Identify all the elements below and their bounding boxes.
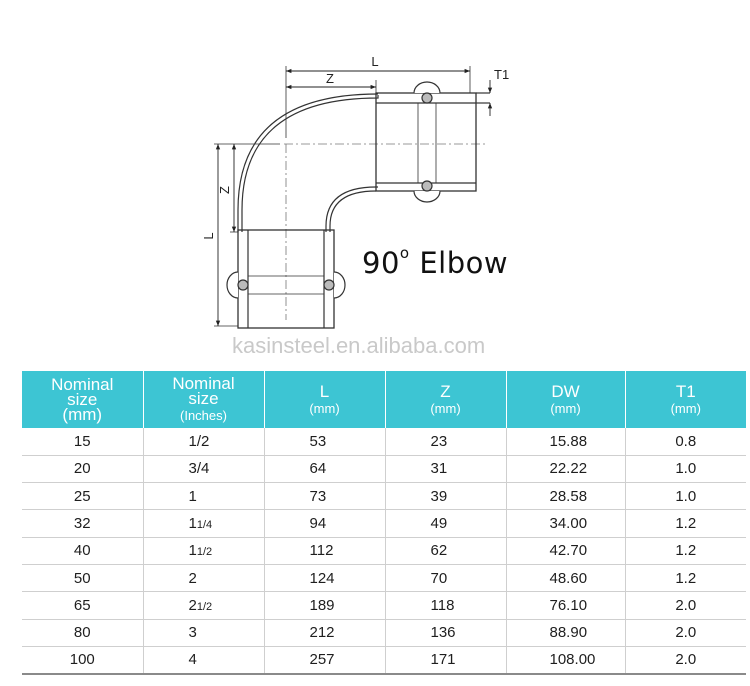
nominal-inches-cell: 4 — [143, 646, 264, 673]
L-cell: 189 — [264, 592, 385, 619]
Z-cell: 62 — [385, 537, 506, 564]
table-row — [22, 646, 746, 673]
header-nominal-inches: Nominal size (Inches) — [143, 371, 264, 428]
dim-label-L-top: L — [371, 54, 379, 69]
T1-cell: 1.0 — [625, 455, 746, 482]
table-row — [22, 483, 746, 510]
T1-cell: 1.2 — [625, 564, 746, 591]
nominal-mm-cell: 100 — [69, 651, 95, 669]
nominal-mm-cell: 40 — [73, 542, 91, 560]
watermark: kasinsteel.en.alibaba.com — [232, 333, 486, 358]
DW-cell: 42.70 — [506, 537, 625, 564]
nominal-mm-cell: 20 — [73, 460, 91, 478]
L-cell: 73 — [264, 483, 385, 510]
T1-cell: 1.2 — [625, 537, 746, 564]
DW-cell: 28.58 — [506, 483, 625, 510]
L-cell: 257 — [264, 646, 385, 673]
L-cell: 112 — [264, 537, 385, 564]
Z-cell: 39 — [385, 483, 506, 510]
L-cell: 53 — [264, 428, 385, 455]
nominal-inches-cell: 3 — [143, 619, 264, 646]
fraction-part: 1/4 — [196, 519, 213, 532]
nominal-inches-cell: 11/4 — [143, 510, 264, 537]
title-angle: 90 — [362, 246, 400, 280]
dim-label-T1: T1 — [494, 67, 510, 82]
fraction-part: 1/2 — [196, 600, 213, 613]
T1-cell: 1.2 — [625, 510, 746, 537]
dim-label-Z-top: Z — [326, 71, 334, 86]
title-text: Elbow — [419, 246, 509, 280]
nominal-mm-cell: 65 — [73, 596, 91, 614]
table-row — [22, 455, 746, 482]
DW-cell: 76.10 — [506, 592, 625, 619]
product-title — [362, 246, 508, 280]
table-row — [22, 619, 746, 646]
nominal-mm-cell: 25 — [73, 487, 91, 505]
header-nominal-mm: Nominal size (mm) — [51, 375, 114, 424]
Z-cell: 136 — [385, 619, 506, 646]
T1-cell: 2.0 — [625, 619, 746, 646]
nominal-inches-cell: 3/4 — [143, 455, 264, 482]
nominal-inches-cell: 1 — [143, 483, 264, 510]
nominal-inches-cell: 21/2 — [143, 592, 264, 619]
table-row — [22, 564, 746, 591]
fraction-part: 1/2 — [196, 546, 213, 559]
nominal-inches-cell: 11/2 — [143, 537, 264, 564]
table-row — [22, 510, 746, 537]
table-row — [22, 428, 746, 455]
T1-cell: 1.0 — [625, 483, 746, 510]
dim-label-Z-left: Z — [217, 186, 232, 194]
table-row — [22, 592, 746, 619]
DW-cell: 88.90 — [506, 619, 625, 646]
nominal-inches-cell: 2 — [143, 564, 264, 591]
DW-cell: 48.60 — [506, 564, 625, 591]
L-cell: 64 — [264, 455, 385, 482]
DW-cell: 34.00 — [506, 510, 625, 537]
L-cell: 212 — [264, 619, 385, 646]
DW-cell: 15.88 — [506, 428, 625, 455]
degree-symbol: o — [399, 244, 410, 263]
Z-cell: 23 — [385, 428, 506, 455]
nominal-mm-cell: 15 — [73, 432, 91, 450]
nominal-inches-cell: 1/2 — [143, 428, 264, 455]
dim-label-L-left: L — [201, 232, 216, 240]
nominal-mm-cell: 80 — [73, 624, 91, 642]
table-row — [22, 537, 746, 564]
L-cell: 124 — [264, 564, 385, 591]
Z-cell: 31 — [385, 455, 506, 482]
header-L: L (mm) — [264, 371, 385, 428]
T1-cell: 2.0 — [625, 646, 746, 673]
Z-cell: 49 — [385, 510, 506, 537]
header-T1: T1 (mm) — [625, 371, 746, 428]
header-DW: DW (mm) — [506, 371, 625, 428]
Z-cell: 171 — [385, 646, 506, 673]
T1-cell: 2.0 — [625, 592, 746, 619]
nominal-mm-cell: 50 — [73, 569, 91, 587]
DW-cell: 108.00 — [506, 646, 625, 673]
Z-cell: 70 — [385, 564, 506, 591]
DW-cell: 22.22 — [506, 455, 625, 482]
Z-cell: 118 — [385, 592, 506, 619]
table-header-row — [22, 371, 746, 428]
nominal-mm-cell: 32 — [73, 515, 91, 533]
header-Z: Z (mm) — [385, 371, 506, 428]
L-cell: 94 — [264, 510, 385, 537]
T1-cell: 0.8 — [625, 428, 746, 455]
specification-table — [22, 371, 746, 675]
